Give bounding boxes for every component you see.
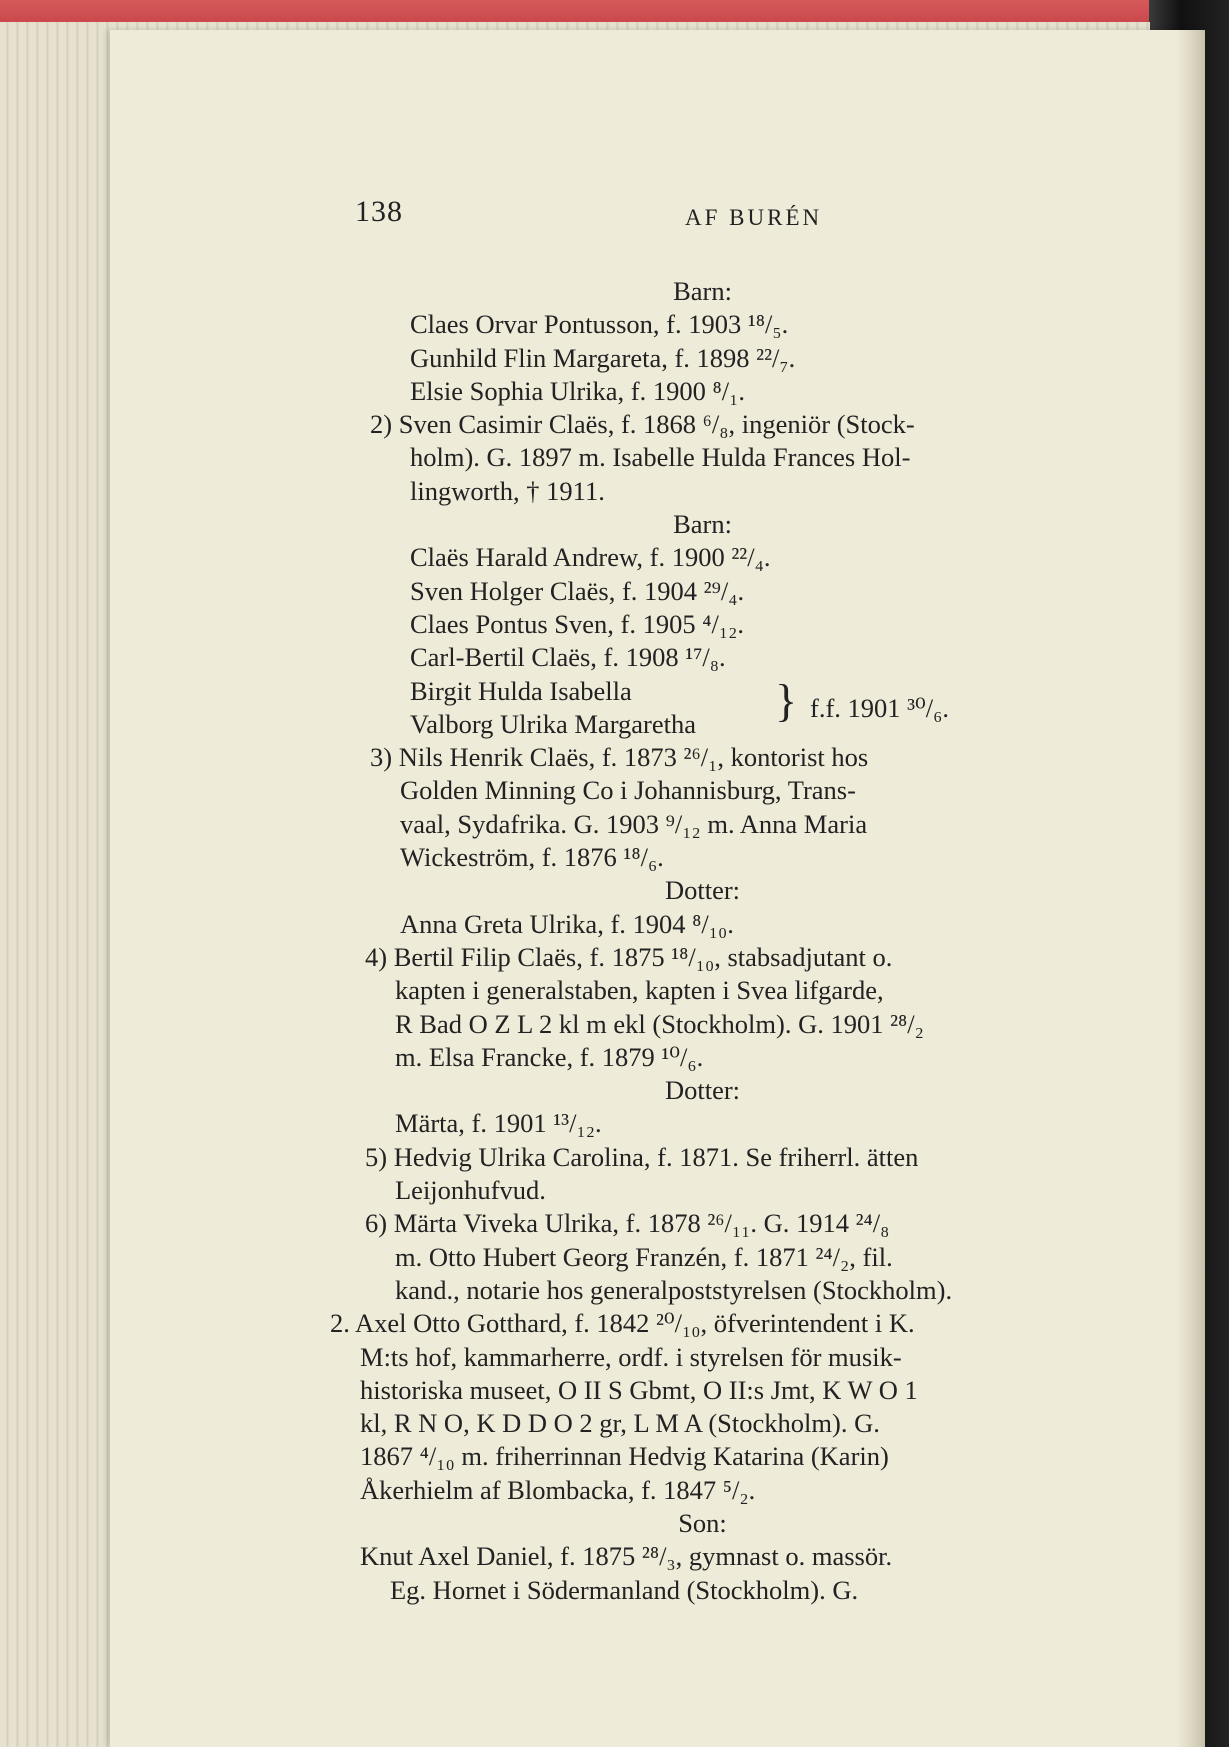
text-line [110, 541, 1205, 574]
text-line [110, 1540, 1205, 1573]
text-line [110, 308, 1205, 341]
line-text: Åkerhielm af Blombacka, f. 1847 ⁵/₂. [360, 1474, 756, 1505]
line-text: 2. Axel Otto Gotthard, f. 1842 ²⁰/₁₀, öfverintendent i K. [330, 1308, 915, 1339]
line-text: Barn: [673, 276, 732, 306]
line-text: 5) Hedvig Ulrika Carolina, f. 1871. Se friherrl. ätten [365, 1141, 919, 1172]
line-text: Valborg Ulrika Margaretha [410, 708, 697, 739]
line-text: Leijonhufvud. [395, 1175, 546, 1206]
section-heading [110, 874, 1205, 907]
text-line [110, 1341, 1205, 1374]
text-line [110, 841, 1205, 874]
text-line [110, 641, 1205, 674]
line-text: Birgit Hulda Isabella [410, 675, 632, 706]
line-text: 4) Bertil Filip Claës, f. 1875 ¹⁸/₁₀, stabsadjutant o. [365, 941, 893, 972]
text-line [110, 575, 1205, 608]
line-text: lingworth, † 1911. [410, 475, 605, 506]
text-line [110, 342, 1205, 375]
page-number: 138 [355, 195, 403, 228]
line-text: Anna Greta Ulrika, f. 1904 ⁸/₁₀. [400, 908, 734, 939]
line-text: m. Elsa Francke, f. 1879 ¹⁰/₆. [395, 1041, 704, 1072]
text-line [110, 1474, 1205, 1507]
text-line [110, 1440, 1205, 1473]
line-text: Elsie Sophia Ulrika, f. 1900 ⁸/₁. [410, 375, 745, 406]
line-text: Sven Holger Claës, f. 1904 ²⁹/₄. [410, 575, 745, 606]
line-text: kl, R N O, K D D O 2 gr, L M A (Stockholm). G. [360, 1408, 880, 1439]
line-text: Knut Axel Daniel, f. 1875 ²⁸/₃, gymnast o. massör. [360, 1541, 893, 1572]
section-heading [110, 1507, 1205, 1540]
text-line [110, 1374, 1205, 1407]
line-text: Märta, f. 1901 ¹³/₁₂. [395, 1108, 602, 1139]
text-line [110, 1574, 1205, 1607]
text-line [110, 1241, 1205, 1274]
text-line [110, 941, 1205, 974]
text-line [110, 441, 1205, 474]
line-text: holm). G. 1897 m. Isabelle Hulda Frances Hol- [410, 442, 911, 473]
page-header [110, 195, 1205, 235]
line-text: Son: [678, 1507, 727, 1538]
text-line [110, 375, 1205, 408]
line-text: R Bad O Z L 2 kl m ekl (Stockholm). G. 1901 ²⁸/₂ [395, 1008, 924, 1039]
line-text: kand., notarie hos generalpoststyrelsen (Stockholm). [395, 1274, 953, 1305]
text-line [110, 1207, 1205, 1240]
line-text: Carl-Bertil Claës, f. 1908 ¹⁷/₈. [410, 642, 726, 673]
line-text: Claes Pontus Sven, f. 1905 ⁴/₁₂. [410, 608, 744, 639]
line-text: Gunhild Flin Margareta, f. 1898 ²²/₇. [410, 342, 796, 373]
line-text: 1867 ⁴/₁₀ m. friherrinnan Hedvig Katarina (Karin) [360, 1441, 889, 1472]
book-page [110, 30, 1205, 1747]
text-line [110, 1274, 1205, 1307]
brace-note: f.f. 1901 ³⁰/₆. [810, 692, 949, 723]
text-line [110, 708, 1205, 741]
line-text: Claes Orvar Pontusson, f. 1903 ¹⁸/₅. [410, 309, 789, 340]
line-text: Barn: [673, 509, 732, 540]
text-line [110, 1174, 1205, 1207]
line-text: vaal, Sydafrika. G. 1903 ⁹/₁₂ m. Anna Maria [400, 808, 868, 839]
line-text: historiska museet, O II S Gbmt, O II:s Jmt, K W O 1 [360, 1374, 918, 1405]
running-head: AF BURÉN [685, 205, 823, 230]
text-line [110, 608, 1205, 641]
text-line [110, 1407, 1205, 1440]
text-line [110, 1008, 1205, 1041]
genealogy-text [110, 275, 1205, 1607]
line-text: Eg. Hornet i Södermanland (Stockholm). G. [390, 1574, 859, 1605]
line-text: Dotter: [664, 875, 741, 906]
text-line [110, 741, 1205, 774]
text-line [110, 808, 1205, 841]
text-line [110, 1107, 1205, 1140]
line-text: Dotter: [664, 1075, 741, 1106]
text-line [110, 908, 1205, 941]
line-text: 2) Sven Casimir Claës, f. 1868 ⁶/₈, ingeniör (Stock- [370, 409, 915, 440]
line-text: Claës Harald Andrew, f. 1900 ²²/₄. [410, 542, 771, 573]
text-line [110, 1307, 1205, 1340]
text-line [110, 475, 1205, 508]
section-heading [110, 275, 1205, 308]
text-line [110, 1141, 1205, 1174]
line-text: m. Otto Hubert Georg Franzén, f. 1871 ²⁴/₂, fil. [395, 1241, 893, 1272]
line-text: M:ts hof, kammarherre, ordf. i styrelsen för musik- [360, 1341, 902, 1372]
text-line [110, 774, 1205, 807]
text-line [110, 974, 1205, 1007]
line-text: Wickeström, f. 1876 ¹⁸/₆. [400, 842, 664, 873]
line-text: 3) Nils Henrik Claës, f. 1873 ²⁶/₁, kontorist hos [370, 742, 869, 773]
text-line [110, 408, 1205, 441]
section-heading [110, 1074, 1205, 1107]
text-line [110, 1041, 1205, 1074]
line-text: 6) Märta Viveka Ulrika, f. 1878 ²⁶/₁₁. G. 1914 ²⁴/₈ [365, 1208, 890, 1239]
section-heading [110, 508, 1205, 541]
line-text: kapten i generalstaben, kapten i Svea lifgarde, [395, 975, 884, 1006]
line-text: Golden Minning Co i Johannisburg, Trans- [400, 775, 856, 806]
brace-symbol: } [775, 674, 798, 726]
